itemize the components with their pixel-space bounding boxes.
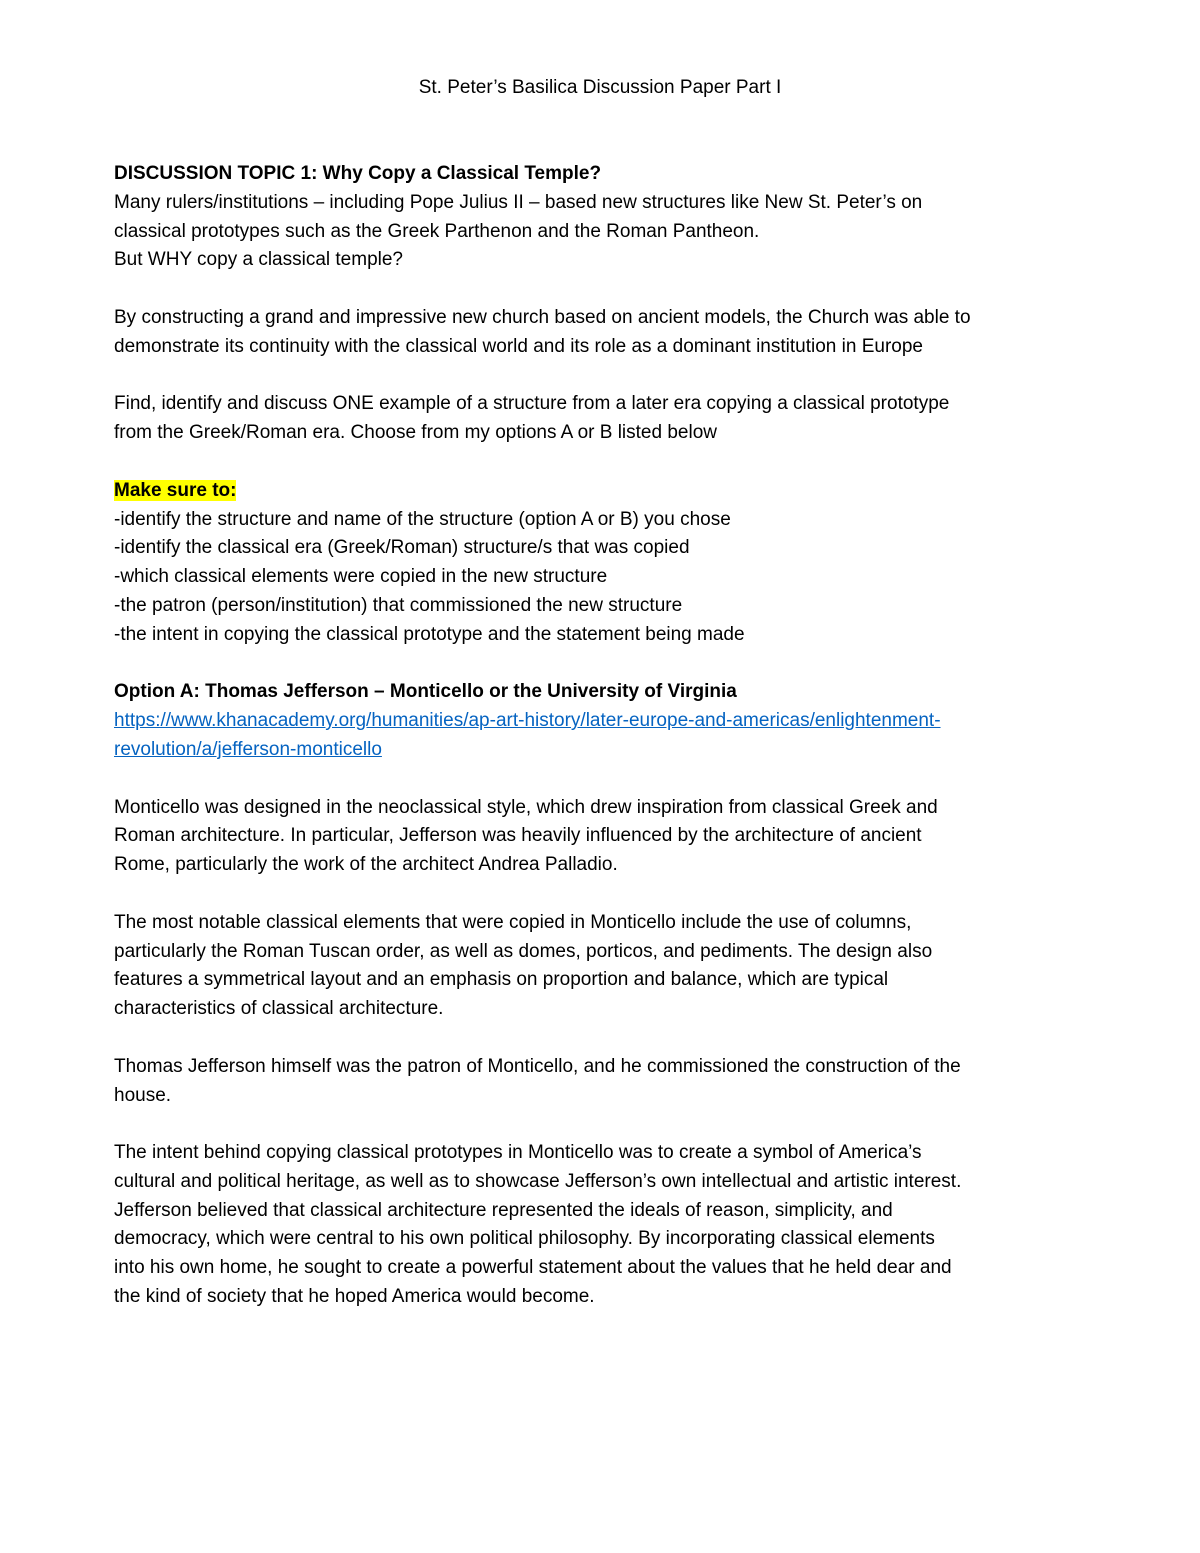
khan-academy-link[interactable] — [114, 707, 1104, 765]
paragraph-line: Rome, particularly the work of the architect Andrea Palladio. — [114, 854, 618, 876]
document-body — [114, 160, 1104, 1312]
link-line[interactable]: https://www.khanacademy.org/humanities/ap-art-history/later-europe-and-americas/enlightenment- — [114, 710, 941, 732]
link-line[interactable]: revolution/a/jefferson-monticello — [114, 738, 382, 760]
paragraph-spacer — [114, 650, 1104, 679]
paragraph-line: the kind of society that he hoped America would become. — [114, 1286, 595, 1308]
intro-line: Many rulers/institutions – including Pope Julius II – based new structures like New St. Peter’s on — [114, 191, 923, 213]
task-paragraph — [114, 390, 1104, 448]
make-sure-line — [114, 477, 1104, 506]
paragraph-line: democracy, which were central to his own political philosophy. By incorporating classical elements — [114, 1228, 935, 1250]
paragraph-line: Roman architecture. In particular, Jefferson was heavily influenced by the architecture of ancient — [114, 825, 922, 847]
intro-line: classical prototypes such as the Greek Parthenon and the Roman Pantheon. — [114, 220, 760, 242]
document-title: St. Peter’s Basilica Discussion Paper Part I — [418, 77, 782, 98]
patron-paragraph — [114, 1053, 1104, 1111]
paragraph-spacer — [114, 275, 1104, 304]
elements-paragraph — [114, 909, 1104, 1024]
make-sure-label: Make sure to: — [114, 479, 237, 501]
requirement-item: -identify the structure and name of the structure (option A or B) you chose — [114, 508, 731, 530]
requirement-item: -the patron (person/institution) that commissioned the new structure — [114, 594, 683, 616]
paragraph-spacer — [114, 1024, 1104, 1053]
paragraph-spacer — [114, 765, 1104, 794]
paragraph-spacer — [114, 880, 1104, 909]
intro-paragraph — [114, 189, 1104, 275]
paragraph-line: features a symmetrical layout and an emphasis on proportion and balance, which are typical — [114, 969, 889, 991]
topic-heading: DISCUSSION TOPIC 1: Why Copy a Classical Temple? — [114, 163, 602, 184]
paragraph-spacer — [114, 448, 1104, 477]
paragraph-spacer — [114, 362, 1104, 391]
paragraph-line: Monticello was designed in the neoclassical style, which drew inspiration from classical Greek and — [114, 796, 938, 818]
paragraph-line: Jefferson believed that classical architecture represented the ideals of reason, simplicity, and — [114, 1199, 893, 1221]
paragraph-line: Thomas Jefferson himself was the patron of Monticello, and he commissioned the construction of the — [114, 1055, 961, 1077]
task-line: from the Greek/Roman era. Choose from my options A or B listed below — [114, 422, 717, 444]
paragraph-line: cultural and political heritage, as well as to showcase Jefferson’s own intellectual and artistic interest. — [114, 1170, 962, 1192]
paragraph-spacer — [114, 1110, 1104, 1139]
answer-line: By constructing a grand and impressive new church based on ancient models, the Church was able to — [114, 306, 971, 328]
paragraph-line: house. — [114, 1084, 172, 1106]
paragraph-line: The most notable classical elements that were copied in Monticello include the use of columns, — [114, 911, 912, 933]
paragraph-line: particularly the Roman Tuscan order, as well as domes, porticos, and pediments. The design also — [114, 940, 933, 962]
requirements-list — [114, 506, 1104, 650]
answer-paragraph — [114, 304, 1104, 362]
requirement-item: -identify the classical era (Greek/Roman) structure/s that was copied — [114, 537, 690, 559]
paragraph-line: into his own home, he sought to create a powerful statement about the values that he held dear and — [114, 1257, 952, 1279]
paragraph-line: characteristics of classical architecture. — [114, 998, 444, 1020]
intent-paragraph — [114, 1139, 1104, 1312]
answer-line: demonstrate its continuity with the classical world and its role as a dominant institution in Europe — [114, 335, 923, 357]
task-line: Find, identify and discuss ONE example of a structure from a later era copying a classical prototype — [114, 393, 950, 415]
requirement-item: -the intent in copying the classical prototype and the statement being made — [114, 623, 745, 645]
style-paragraph — [114, 794, 1104, 880]
requirement-item: -which classical elements were copied in the new structure — [114, 566, 608, 588]
intro-line: But WHY copy a classical temple? — [114, 249, 403, 271]
option-a-heading: Option A: Thomas Jefferson – Monticello or the University of Virginia — [114, 681, 737, 703]
paragraph-line: The intent behind copying classical prototypes in Monticello was to create a symbol of America’s — [114, 1142, 922, 1164]
